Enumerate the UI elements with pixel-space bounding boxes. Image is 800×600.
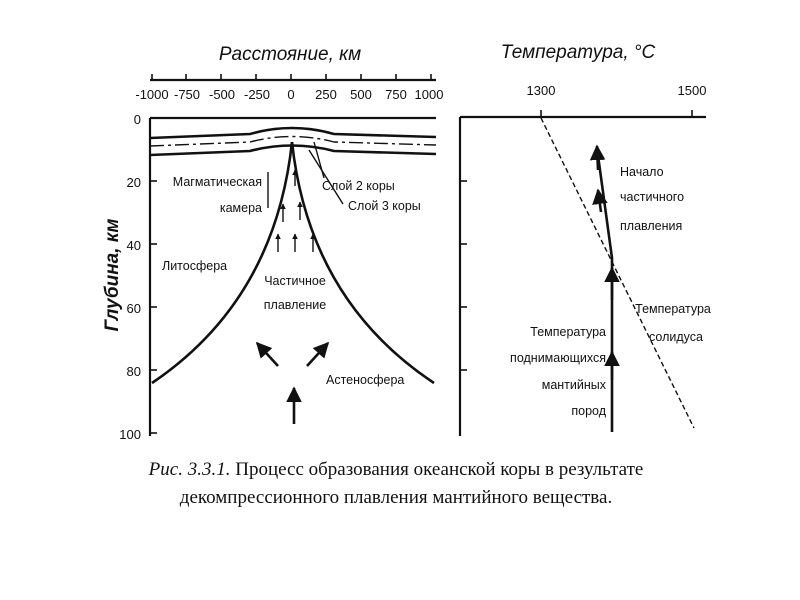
distance-tick-label: -1000	[135, 87, 169, 102]
depth-tick-label: 20	[126, 175, 141, 190]
melting-start-label: частичного	[620, 190, 685, 204]
depth-axis-title: Глубина, км	[102, 218, 123, 332]
depth-tick-label: 80	[126, 364, 141, 379]
partial-melting-label: Частичное	[264, 274, 326, 288]
solidus-label: солидуса	[649, 330, 703, 344]
right-panel	[460, 42, 711, 436]
rising-temperature-label: Температура	[530, 325, 606, 339]
crust-layer-3-label: Слой 3 коры	[348, 199, 421, 213]
depth-tick-label: 0	[133, 112, 141, 127]
distance-axis-title: Расстояние, км	[218, 44, 362, 65]
temperature-tick-label: 1300	[526, 83, 556, 98]
leader-layer3	[309, 150, 343, 204]
distance-tick-label: -500	[208, 87, 236, 102]
caption-line-1-text: Процесс образования океанской коры в результате	[230, 459, 644, 480]
depth-tick-label: 60	[126, 301, 141, 316]
distance-tick-label: 250	[315, 87, 337, 102]
rising-temperature-label: мантийных	[541, 378, 606, 392]
magma-chamber-label: Магматическая	[172, 175, 262, 189]
left-panel	[102, 44, 443, 442]
lithosphere-label: Литосфера	[162, 259, 228, 273]
temperature-tick-label: 1500	[677, 83, 707, 98]
caption-line-1	[148, 459, 644, 480]
temperature-axis-title: Температура, °С	[500, 42, 656, 63]
distance-tick-label: 1000	[414, 87, 444, 102]
melting-start-label: Начало	[620, 165, 664, 179]
partial-melting-label: плавление	[263, 298, 327, 312]
distance-tick-label: 0	[287, 87, 295, 102]
distance-tick-label: -250	[243, 87, 271, 102]
rising-temperature-label: поднимающихся	[510, 351, 606, 365]
distance-tick-label: 500	[350, 87, 372, 102]
rising-temperature-label: пород	[571, 404, 606, 418]
crust-layer-2-label: Слой 2 коры	[322, 179, 395, 193]
caption-prefix: Рис. 3.3.1.	[148, 459, 231, 480]
mantle-flow-arrows	[257, 343, 328, 424]
depth-tick-label: 100	[119, 427, 141, 442]
rising-arrow-upper	[598, 190, 601, 212]
melting-start-label: плавления	[620, 219, 683, 233]
figure-caption	[148, 459, 644, 508]
melt-ascent-arrows	[278, 170, 313, 252]
rising-arrow-top	[597, 146, 598, 170]
magma-chamber-label: камера	[219, 201, 262, 215]
depth-tick-label: 40	[126, 238, 141, 253]
distance-tick-label: 750	[385, 87, 407, 102]
asthenosphere-label: Астеносфера	[326, 373, 405, 387]
caption-line-2: декомпрессионного плавления мантийного вещества.	[179, 487, 613, 508]
solidus-label: Температура	[635, 302, 711, 316]
distance-tick-label: -750	[173, 87, 201, 102]
